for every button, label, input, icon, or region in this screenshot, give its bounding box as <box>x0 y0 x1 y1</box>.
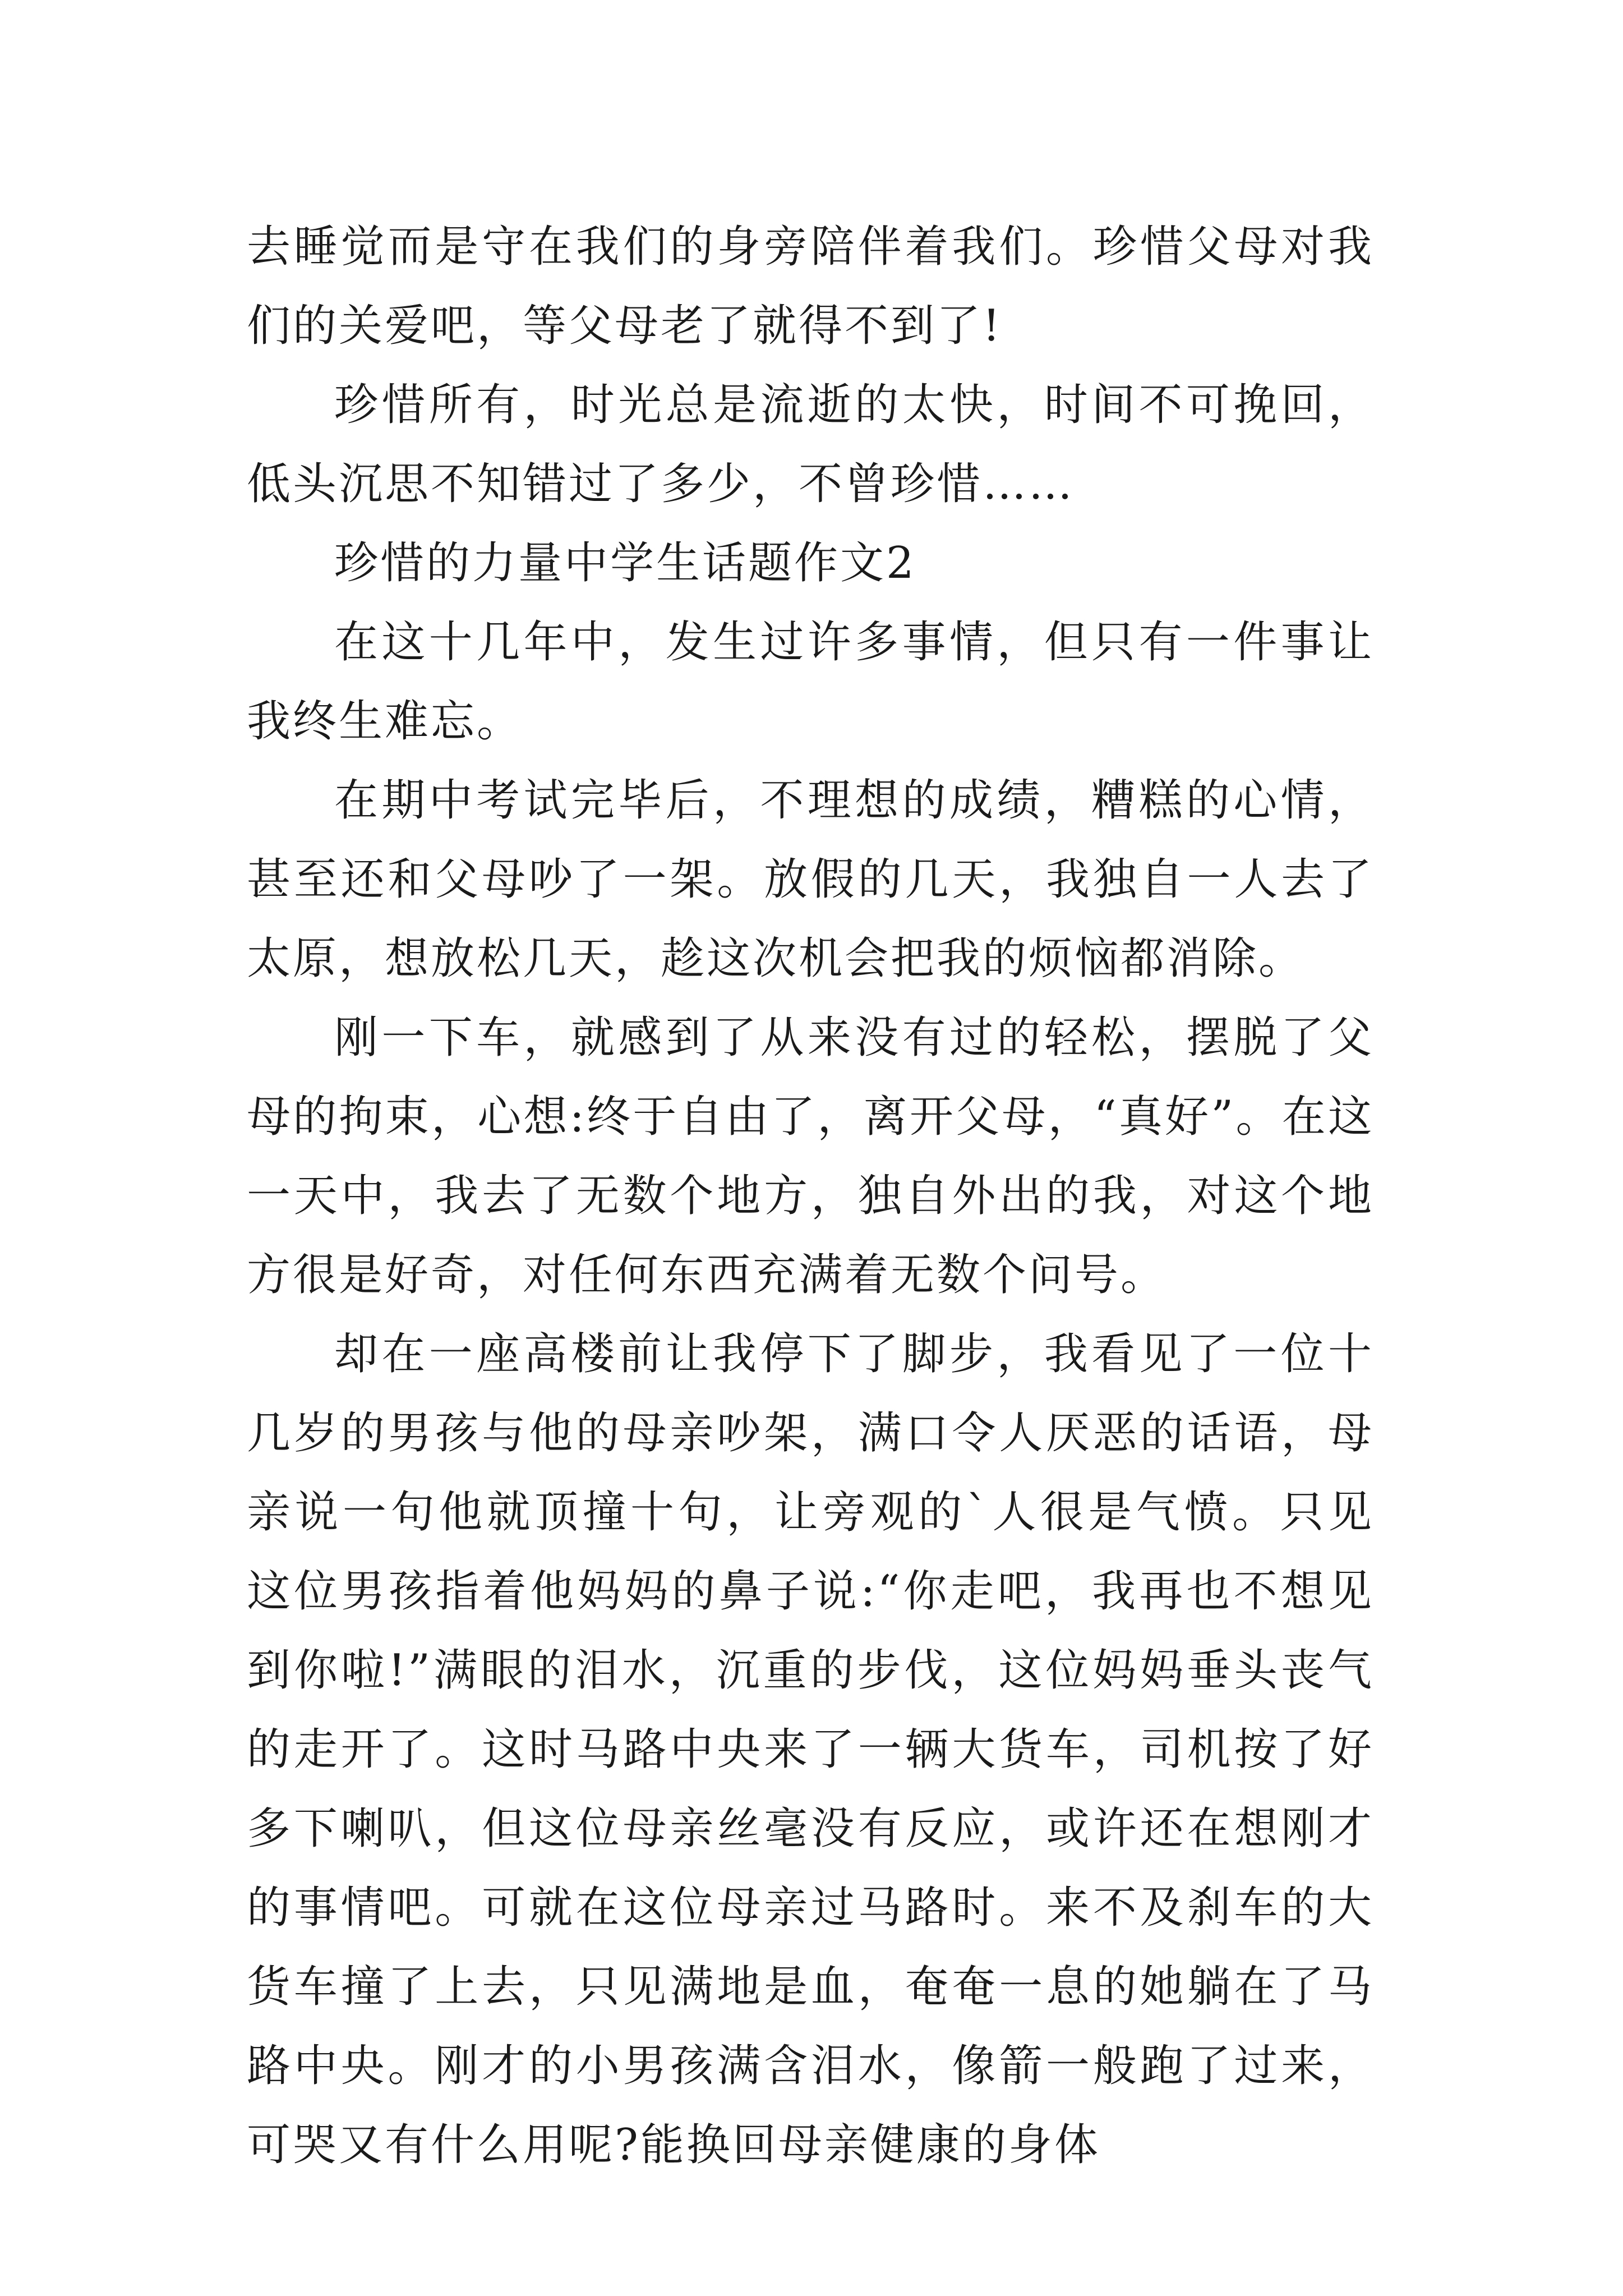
paragraph-3: 在这十几年中，发生过许多事情，但只有一件事让我终生难忘。 <box>247 617 1374 747</box>
section-heading: 珍惜的力量中学生话题作文2 <box>334 538 916 588</box>
document-body <box>247 208 1374 2185</box>
paragraph-5: 刚一下车，就感到了从来没有过的轻松，摆脱了父母的拘束，心想:终于自由了，离开父母，“真好”。在这一天中，我去了无数个地方，独自外出的我，对这个地方很是好奇，对任何东西充满着无数个问号。 <box>247 1013 1374 1300</box>
paragraph-1: 去睡觉而是守在我们的身旁陪伴着我们。珍惜父母对我们的关爱吧，等父母老了就得不到了! <box>247 222 1374 351</box>
paragraph-4: 在期中考试完毕后，不理想的成绩，糟糕的心情，甚至还和父母吵了一架。放假的几天，我独自一人去了太原，想放松几天，趁这次机会把我的烦恼都消除。 <box>247 775 1374 984</box>
paragraph-6: 却在一座高楼前让我停下了脚步，我看见了一位十几岁的男孩与他的母亲吵架，满口令人厌恶的话语，母亲说一句他就顶撞十句，让旁观的`人很是气愤。只见这位男孩指着他妈妈的鼻子说:“你走吧，我再也不想见到你啦!”满眼的泪水，沉重的步伐，这位妈妈垂头丧气的走开了。这时马路中央来了一辆大货车，司机按了好多下喇叭，但这位母亲丝毫没有反应，或许还在想刚才的事情吧。可就在这位母亲过马路时。来不及刹车的大货车撞了上去，只见满地是血，奄奄一息的她躺在了马路中央。刚才的小男孩满含泪水，像箭一般跑了过来，可哭又有什么用呢?能换回母亲健康的身体 <box>247 1329 1374 2170</box>
paragraph-2: 珍惜所有，时光总是流逝的太快，时间不可挽回，低头沉思不知错过了多少，不曾珍惜…… <box>247 380 1374 509</box>
